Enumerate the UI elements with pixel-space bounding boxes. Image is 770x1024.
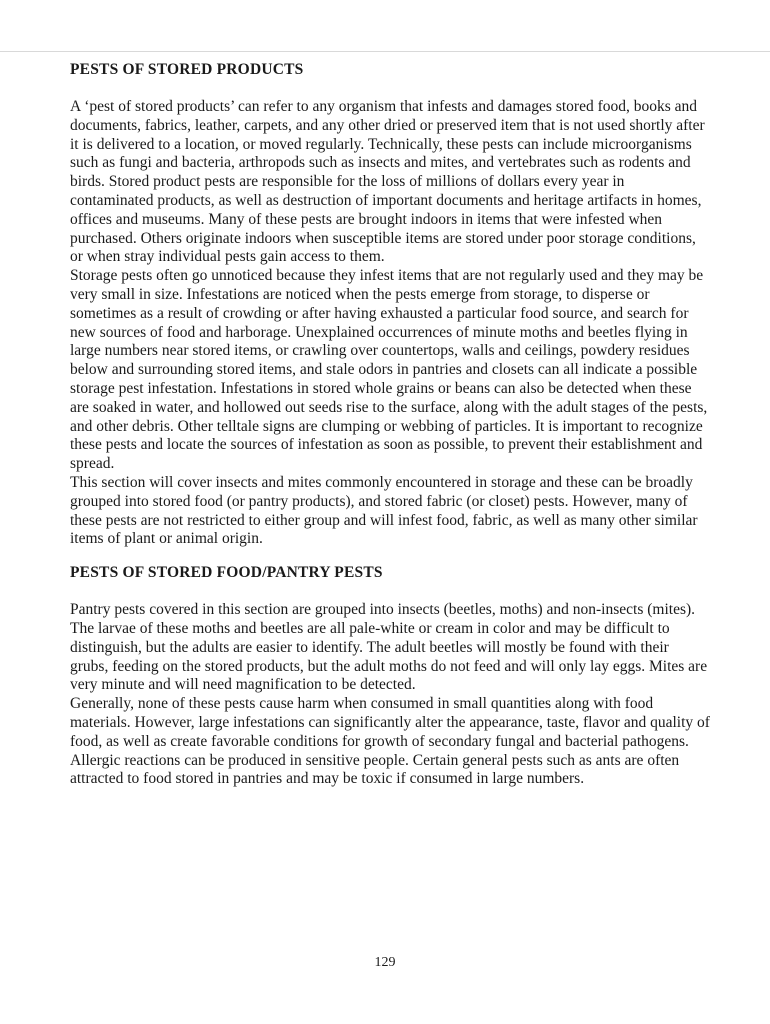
section-heading-stored-products: PESTS OF STORED PRODUCTS <box>70 61 304 78</box>
paragraph: Storage pests often go unnoticed because they infest items that are not regularly used and they may be very small in size. Infestations are noticed when the pests emerge from storage, to disperse or sometimes as a result of crowding or after having exhausted a particular food source, and search for new sources of food and harborage. Unexplained occurrences of minute moths and beetles flying in large numbers near stored items, or crawling over countertops, walls and ceilings, powdery residues below and surrounding stored items, and stale odors in pantries and closets can all indicate a possible storage pest infestation. Infestations in stored whole grains or beans can also be detected when these are soaked in water, and hollowed out seeds rise to the surface, along with the adult stages of the pests, and other debris. Other telltale signs are clumping or webbing of particles. It is important to recognize these pests and locate the sources of infestation as soon as possible, to prevent their establishment and spread. <box>70 267 708 473</box>
section-heading-pantry-pests: PESTS OF STORED FOOD/PANTRY PESTS <box>70 564 383 582</box>
paragraph: Generally, none of these pests cause harm when consumed in small quantities along with food materials. However, large infestations can significantly alter the appearance, taste, flavor and quality of food, as well as create favorable conditions for growth of secondary fungal and bacterial pathogens. Allergic reactions can be produced in sensitive people. Certain general pests such as ants are often attracted to food stored in pantries and may be toxic if consumed in large numbers. <box>70 695 710 788</box>
paragraph: Pantry pests covered in this section are grouped into insects (beetles, moths) and non-insects (mites). The larvae of these moths and beetles are all pale-white or cream in color and may be difficult to distinguish, but the adults are easier to identify. The adult beetles will mostly be found with their grubs, feeding on the stored products, but the adult moths do not feed and will only lay eggs. Mites are very minute and will need magnification to be detected. <box>70 601 708 694</box>
paragraph: This section will cover insects and mites commonly encountered in storage and these can be broadly grouped into stored food (or pantry products), and stored fabric (or closet) pests. However, many of these pests are not restricted to either group and will infest food, fabric, as well as many other similar items of plant or animal origin. <box>70 473 698 548</box>
paragraph: A ‘pest of stored products’ can refer to any organism that infests and damages stored food, books and documents, fabrics, leather, carpets, and any other dried or preserved item that is not used shortly after it is delivered to a location, or moved regularly. Technically, these pests can include microorganisms such as fungi and bacteria, arthropods such as insects and mites, and vertebrates such as rodents and birds. Stored product pests are responsible for the loss of millions of dollars every year in contaminated products, as well as destruction of important documents and heritage artifacts in homes, offices and museums. Many of these pests are brought indoors in items that were infested when purchased. Others originate indoors when susceptible items are stored under poor storage conditions, or when stray individual pests gain access to them. <box>70 98 705 266</box>
top-divider <box>0 51 770 52</box>
page-number: 129 <box>374 955 396 970</box>
spacer <box>70 80 710 98</box>
spacer <box>70 583 710 601</box>
document-page <box>70 60 710 789</box>
